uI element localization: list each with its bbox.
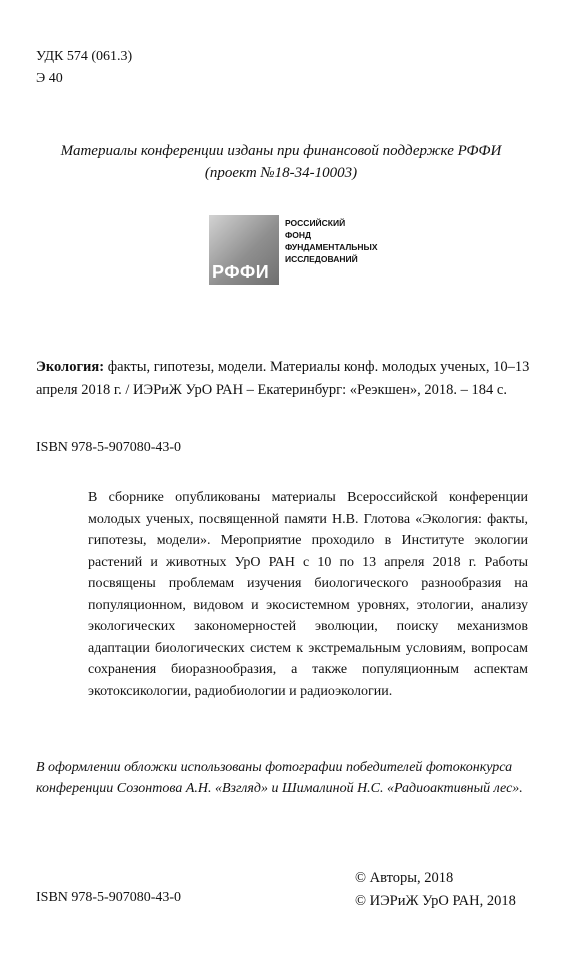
bbk-code: Э 40 — [36, 71, 63, 86]
logo-name-line-3: ФУНДАМЕНТАЛЬНЫХ — [285, 242, 378, 252]
funding-line-2: (проект №18-34-10003) — [204, 165, 358, 181]
logo-name-line-1: РОССИЙСКИЙ — [285, 218, 346, 228]
copyright-block — [355, 867, 516, 913]
biblio-title: Экология: — [36, 359, 105, 375]
rffi-logo-name — [285, 217, 378, 265]
copyright-institute: © ИЭРиЖ УрО РАН, 2018 — [355, 893, 516, 909]
cover-note — [36, 757, 536, 799]
logo-name-line-2: ФОНД — [285, 230, 312, 240]
copyright-authors: © Авторы, 2018 — [355, 870, 454, 886]
cover-note-line-1: В оформлении обложки использованы фотографии победителей фотоконкурса — [36, 760, 513, 775]
classification-codes — [36, 46, 132, 90]
isbn-top: ISBN 978-5-907080-43-0 — [36, 440, 182, 455]
rffi-logo-abbr: РФФИ — [212, 262, 270, 282]
isbn-bottom: ISBN 978-5-907080-43-0 — [36, 890, 182, 905]
logo-name-line-4: ИССЛЕДОВАНИЙ — [285, 254, 358, 264]
abstract-text: В сборнике опубликованы материалы Всероссийской конференции молодых ученых, посвященной памяти Н.В. Глотова «Экология: факты, гипотезы, модели». Мероприятие проходило в Институте экологии растений и животных УрО РАН с 10 по 13 апреля 2018 г. Работы посвящены проблемам изучения биологического разнообразия на популяционном, видовом и экосистемном уровнях, этологии, анализу экологических закономерностей эволюции, поиску механизмов адаптации биологических систем к экстремальным условиям, вопросам сохранения биоразнообразия, а также популяционным аспектам экотоксикологии, радиобиологии и радиоэкологии. — [88, 490, 528, 699]
cover-note-line-2: конференции Созонтова А.Н. «Взгляд» и Шималиной Н.С. «Радиоактивный лес». — [36, 781, 523, 796]
udk-code: УДК 574 (061.3) — [36, 49, 133, 64]
biblio-details: факты, гипотезы, модели. Материалы конф. молодых ученых, 10–13 апреля 2018 г. / ИЭРиЖ УрО РАН – Екатеринбург: «Реэкшен», 2018. – 184 с. — [36, 359, 530, 398]
abstract — [88, 487, 528, 702]
funding-statement — [30, 140, 532, 184]
bibliographic-record — [36, 356, 530, 402]
funding-line-1: Материалы конференции изданы при финансовой поддержке РФФИ — [60, 143, 502, 159]
